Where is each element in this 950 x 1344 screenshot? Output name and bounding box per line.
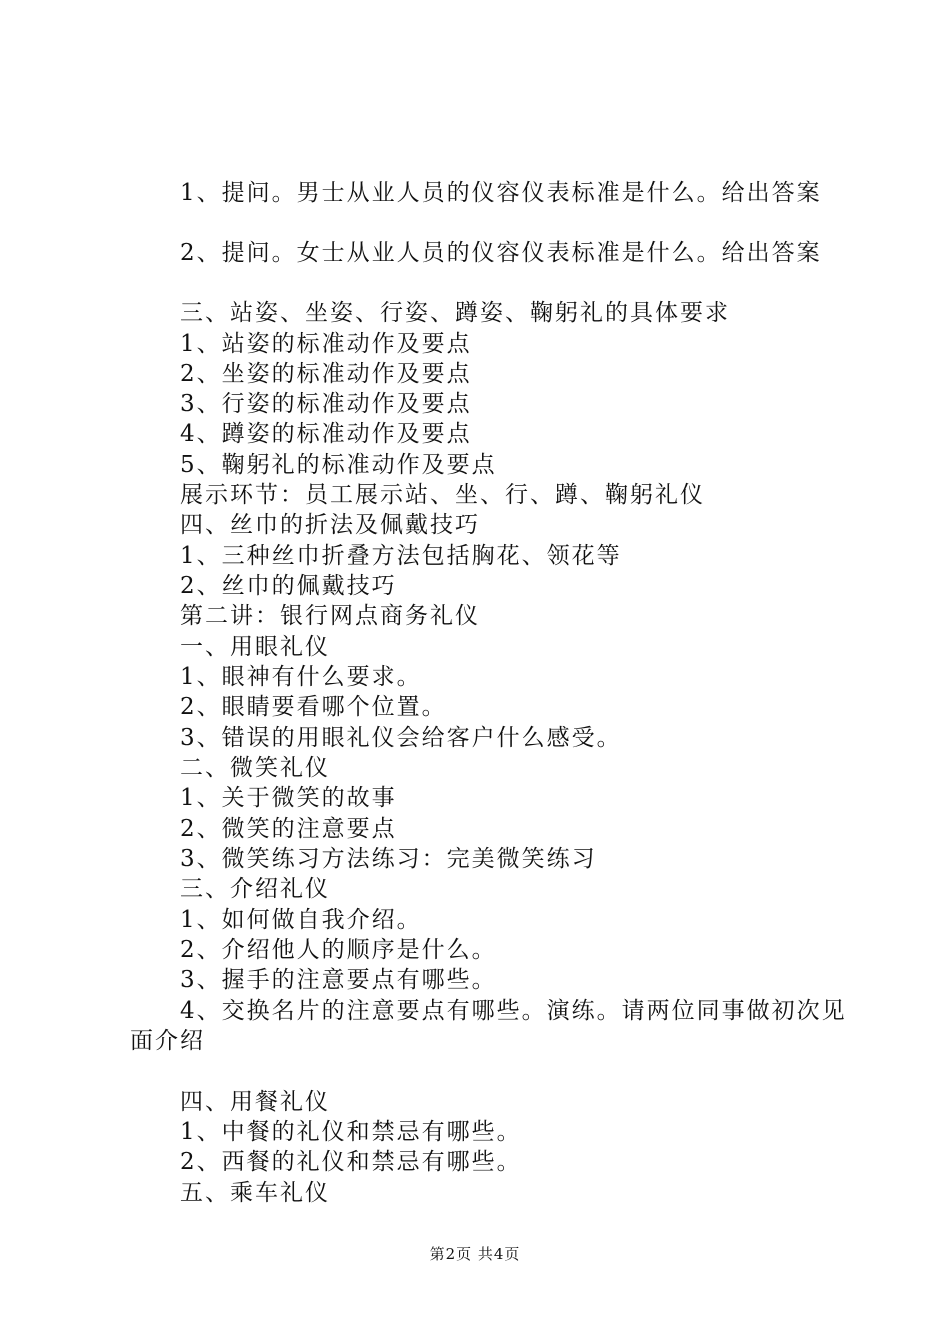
section-heading: 四、用餐礼仪 xyxy=(180,1089,330,1115)
text-line: 1、如何做自我介绍。 xyxy=(180,907,422,933)
text-line: 1、中餐的礼仪和禁忌有哪些。 xyxy=(180,1119,522,1145)
section-heading: 五、乘车礼仪 xyxy=(180,1180,330,1206)
section-heading: 三、站姿、坐姿、行姿、蹲姿、鞠躬礼的具体要求 xyxy=(180,300,730,326)
section-heading: 二、微笑礼仪 xyxy=(180,755,330,781)
text-line: 3、握手的注意要点有哪些。 xyxy=(180,967,497,993)
text-paragraph: 4、交换名片的注意要点有哪些。演练。请两位同事做初次见面介绍 xyxy=(130,998,847,1054)
text-line: 2、提问。女士从业人员的仪容仪表标准是什么。给出答案 xyxy=(180,240,822,266)
lecture-heading: 第二讲：银行网点商务礼仪 xyxy=(180,603,480,629)
text-line: 3、行姿的标准动作及要点 xyxy=(180,391,472,417)
text-line: 3、错误的用眼礼仪会给客户什么感受。 xyxy=(180,725,622,751)
text-line: 展示环节：员工展示站、坐、行、蹲、鞠躬礼仪 xyxy=(180,482,705,508)
text-line: 1、眼神有什么要求。 xyxy=(180,664,422,690)
text-line: 2、眼睛要看哪个位置。 xyxy=(180,694,447,720)
text-line: 2、坐姿的标准动作及要点 xyxy=(180,361,472,387)
text-line: 2、微笑的注意要点 xyxy=(180,816,397,842)
text-line: 2、介绍他人的顺序是什么。 xyxy=(180,937,497,963)
text-line: 1、三种丝巾折叠方法包括胸花、领花等 xyxy=(180,543,622,569)
text-line: 5、鞠躬礼的标准动作及要点 xyxy=(180,452,497,478)
text-line: 2、西餐的礼仪和禁忌有哪些。 xyxy=(180,1149,522,1175)
text-line: 3、微笑练习方法练习：完美微笑练习 xyxy=(180,846,597,872)
text-line: 2、丝巾的佩戴技巧 xyxy=(180,573,397,599)
section-heading: 一、用眼礼仪 xyxy=(180,634,330,660)
text-line: 4、蹲姿的标准动作及要点 xyxy=(180,421,472,447)
text-line: 1、关于微笑的故事 xyxy=(180,785,397,811)
text-line: 1、提问。男士从业人员的仪容仪表标准是什么。给出答案 xyxy=(180,180,822,206)
text-line: 1、站姿的标准动作及要点 xyxy=(180,331,472,357)
page-number-footer: 第2页 共4页 xyxy=(429,1245,521,1263)
section-heading: 三、介绍礼仪 xyxy=(180,876,330,902)
section-heading: 四、丝巾的折法及佩戴技巧 xyxy=(180,512,480,538)
